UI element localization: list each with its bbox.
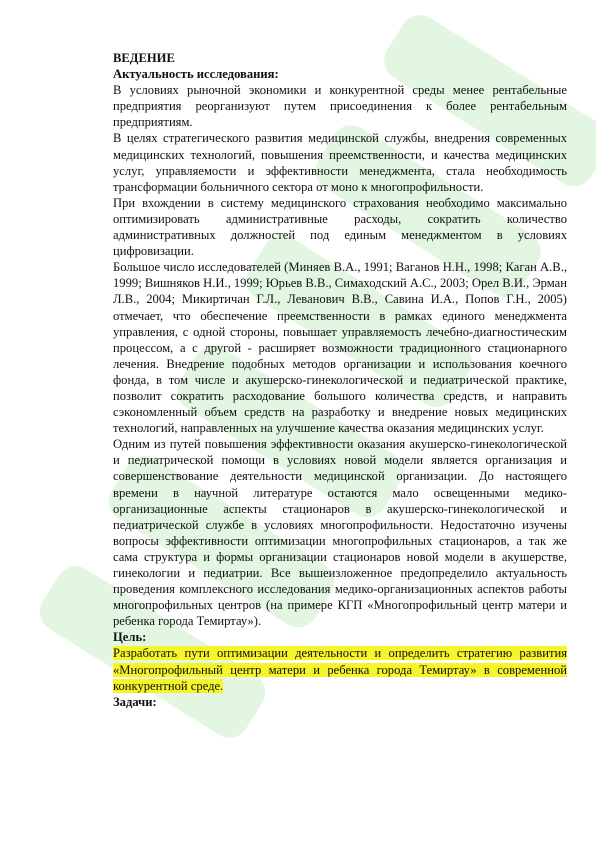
goal-label: Цель: xyxy=(113,630,147,645)
paragraph: В условиях рыночной экономики и конкурентной среды менее рентабельные предприятия реорганизуют путем присоединения к более рентабельным предприятиям. xyxy=(113,83,567,130)
paragraph: Одним из путей повышения эффективности оказания акушерско-гинекологической и педиатрической помощи в условиях новой модели является организация и совершенствование деятельности медицинской организации. До настоящего времени в научной литературе остаются мало освещенными медико-организационные аспекты стационаров в акушерско-гинекологической и педиатрической службе в условиях многопрофильности. Недостаточно изучены вопросы эффективности оптимизации многопрофильных стационаров, а так же сама структура и формы организации стационаров новой модели в акушерстве, гинекологии и педиатрии. Все вышеизложенное предопределило актуальность проведения комплексного исследования медико-организационных аспектов работы многопрофильных центров (на примере КГП «Многопрофильный центр матери и ребенка города Темиртау»). xyxy=(113,437,567,629)
paragraph: Большое число исследователей (Миняев В.А., 1991; Ваганов Н.Н., 1998; Каган А.В., 1999; Вишняков Н.И., 1999; Юрьев В.В., Симаходский А.С., 2003; Орел В.И., Эрман Л.В., 2004; Микиртичан Г.Л., Леванович В.В., Савина И.А., Попов Г.Н., 2005) отмечает, что обеспечение преемственности в рамках единого менеджмента управления, с одной стороны, повышает управляемость лечебно-диагностическим процессом, а с другой - расширяет возможности традиционного стационарного лечения. Внедрение подобных методов организации и использования коечного фонда, в том числе и акушерско-гинекологической и педиатрической практике, позволит сократить расходование большого количества средств, и направить сэкономленный объем средств на разработку и внедрение новых медицинских технологий, направленных на улучшение качества оказания медицинских услуг. xyxy=(113,260,567,436)
goal-paragraph xyxy=(113,645,567,693)
tasks-label: Задачи: xyxy=(113,694,157,709)
paragraph: В целях стратегического развития медицинской службы, внедрения современных медицинских технологий, повышения преемственности, и качества медицинских услуг, управляемости и эффективности менеджмента, стала необходимость трансформации больничного сектора от моно к многопрофильности. xyxy=(113,131,567,194)
page-title: ВЕДЕНИЕ xyxy=(113,51,175,65)
section-subheading: Актуальность исследования: xyxy=(113,67,279,82)
paragraph: При вхождении в систему медицинского страхования необходимо максимально оптимизировать административные расходы, сократить количество административных должностей под единым менеджментом в условиях цифровизации. xyxy=(113,195,567,259)
document-body xyxy=(113,50,567,710)
goal-highlighted-text: Разработать пути оптимизации деятельности и определить стратегию развития «Многопрофильный центр матери и ребенка города Темиртау» в современной конкурентной среде. xyxy=(113,646,567,693)
